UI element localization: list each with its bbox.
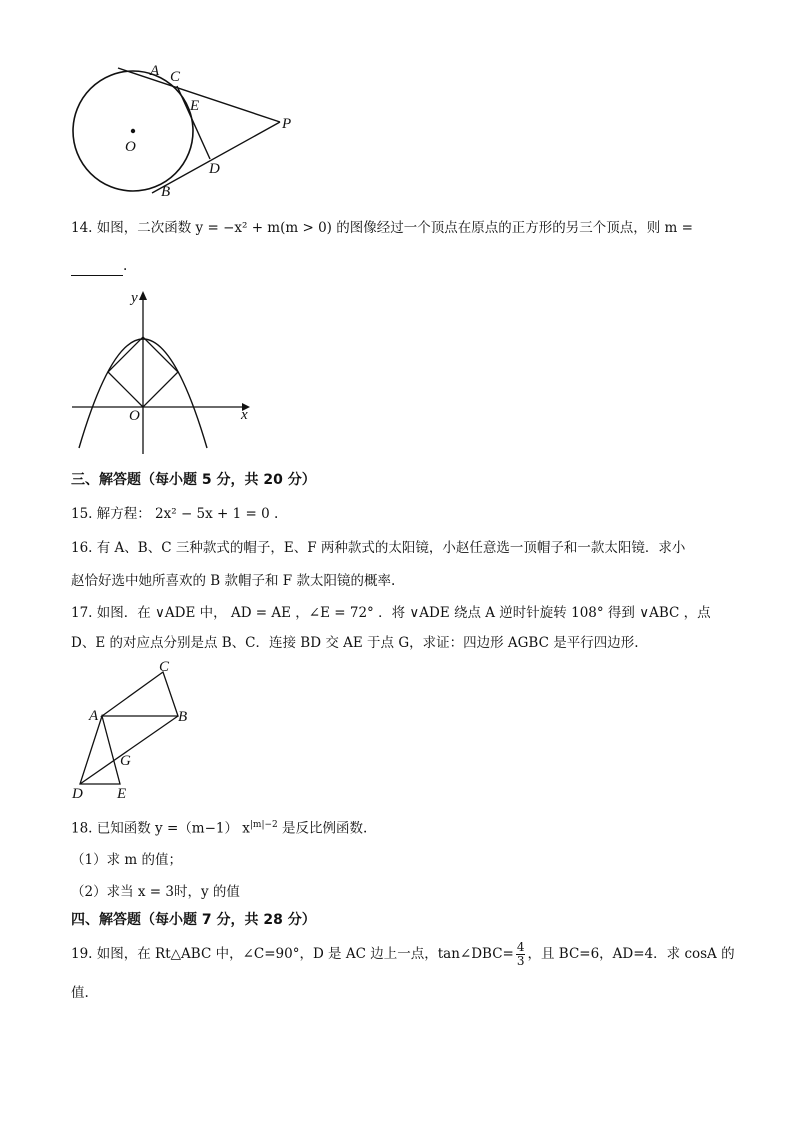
label-g: G	[120, 753, 131, 769]
question-14-line1: 14. 如图，二次函数 y = −x² + m(m > 0) 的图像经过一个顶点在原点的正方形的另三个顶点，则 m =	[71, 220, 693, 236]
label-a: A	[150, 63, 160, 79]
question-19-line2: 值.	[71, 985, 89, 1001]
question-14-line2-period: .	[123, 258, 128, 274]
question-19-before: 19. 如图，在 Rt△ABC 中，∠C=90°，D 是 AC 边上一点，tan∠DBC=	[71, 946, 514, 962]
question-14-line2	[71, 256, 127, 276]
fraction-four-thirds	[516, 941, 526, 968]
question-15: 15. 解方程： 2x² − 5x + 1 = 0 .	[71, 506, 279, 522]
label-x: x	[241, 407, 248, 423]
figure-circle-tangents	[60, 55, 320, 205]
label-a: A	[89, 708, 99, 724]
question-17-line2: D、E 的对应点分别是点 B、C．连接 BD 交 AE 于点 G，求证：四边形 AGBC 是平行四边形.	[71, 635, 639, 651]
question-19-after: ，且 BC=6，AD=4．求 cosA 的	[527, 946, 735, 962]
answer-blank	[71, 261, 123, 276]
segment-bd	[80, 716, 178, 784]
question-17-line1: 17. 如图．在 ∨ADE 中， AD = AE ，∠E = 72° ．将 ∨ADE 绕点 A 逆时针旋转 108° 得到 ∨ABC ，点	[71, 605, 711, 621]
y-axis-arrow	[139, 291, 147, 300]
label-d: D	[209, 161, 220, 177]
figure-rotated-triangles	[62, 656, 212, 801]
label-y: y	[131, 290, 138, 306]
label-b: B	[161, 184, 171, 200]
label-o: O	[125, 139, 136, 155]
section-4-heading: 四、解答题（每小题 7 分，共 28 分）	[71, 912, 316, 928]
question-18-exponent: |m|−2	[249, 820, 278, 830]
triangle-ade	[80, 716, 120, 784]
question-18-stem	[71, 815, 367, 839]
fraction-numerator: 4	[516, 940, 525, 954]
figure-parabola-square	[62, 282, 262, 457]
label-d: D	[72, 786, 83, 801]
label-p: P	[282, 116, 292, 132]
question-18-stem-text: 18. 已知函数 y =（m−1） x	[71, 820, 250, 837]
label-e: E	[190, 98, 200, 114]
section-3-heading: 三、解答题（每小题 5 分，共 20 分）	[71, 472, 316, 488]
question-18-part2: （2）求当 x = 3时，y 的值	[71, 884, 240, 900]
label-e: E	[117, 786, 127, 801]
question-18-stem-end: 是反比例函数.	[277, 820, 368, 837]
fraction-denominator: 3	[516, 954, 525, 968]
question-16-line2: 赵恰好选中她所喜欢的 B 款帽子和 F 款太阳镜的概率.	[71, 573, 396, 589]
label-c: C	[159, 659, 170, 675]
center-dot	[131, 129, 135, 133]
triangle-abc	[102, 672, 178, 716]
tangent-line-pb	[152, 122, 280, 193]
label-o: O	[129, 408, 140, 424]
label-b: B	[178, 709, 188, 725]
question-18-part1: （1）求 m 的值；	[71, 852, 182, 868]
label-c: C	[170, 69, 181, 85]
question-19-line1	[71, 940, 735, 968]
question-16-line1: 16. 有 A、B、C 三种款式的帽子，E、F 两种款式的太阳镜，小赵任意选一顶帽子和一款太阳镜．求小	[71, 540, 686, 556]
